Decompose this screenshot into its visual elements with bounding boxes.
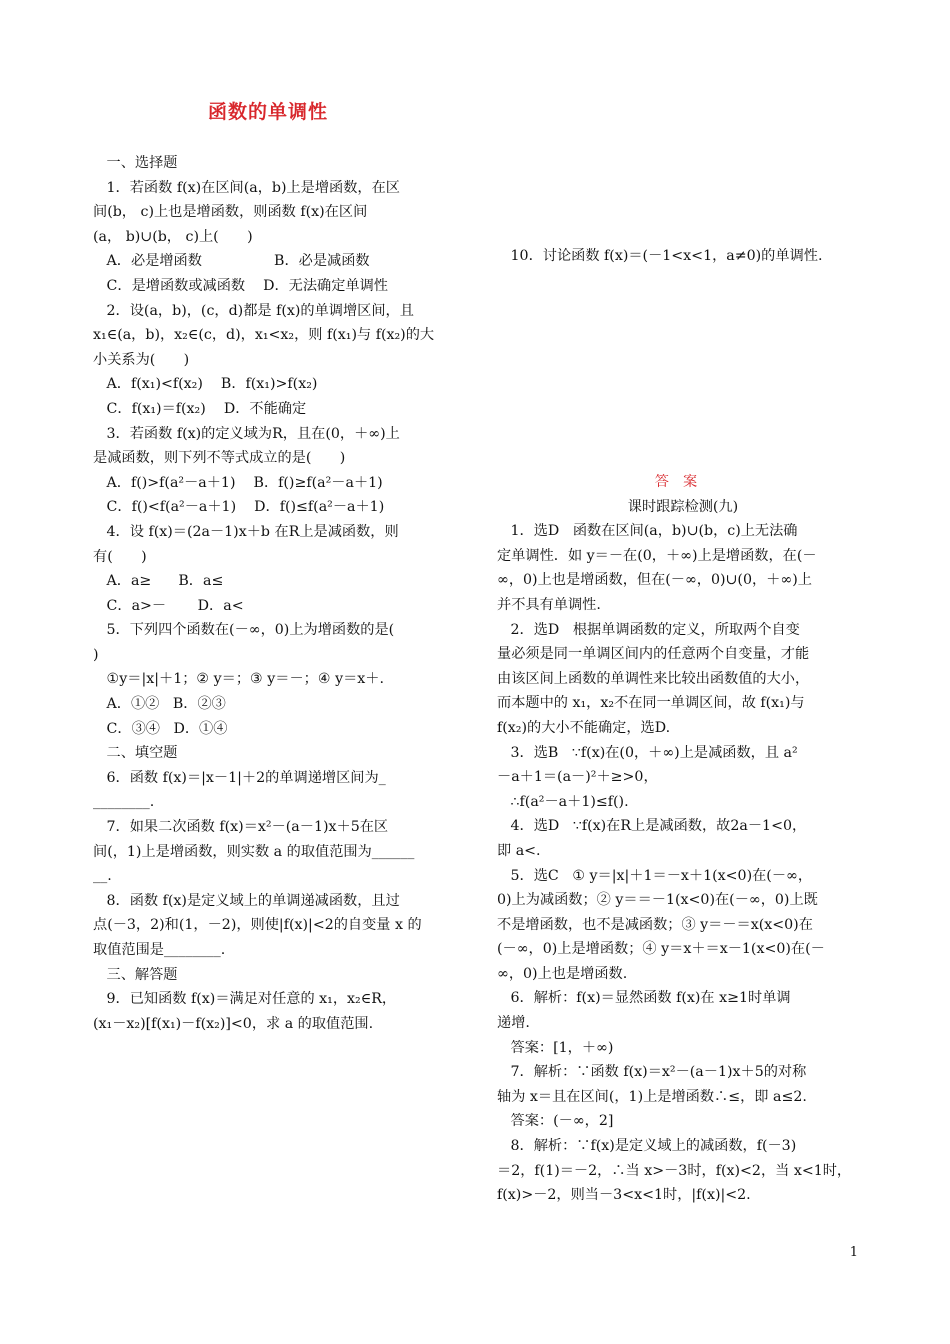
text-line: (a， b)∪(b， c)上( ) — [93, 228, 253, 245]
text-line: A．①② B．②③ — [93, 696, 226, 713]
answer-line: 0)上为减函数；② y＝＝－1(x<0)在(－∞，0)上既 — [497, 892, 818, 909]
question-10 — [497, 244, 869, 269]
text-line: 4．设 f(x)＝(2a－1)x＋b 在R上是减函数，则 — [93, 523, 399, 540]
answer-line: 并不具有单调性. — [497, 596, 601, 613]
text-line: ①y＝|x|＋1；② y＝；③ y＝－；④ y＝x＋. — [93, 671, 384, 688]
answer-line: ＝2，f(1)＝－2，∴当 x>－3时，f(x)<2，当 x<1时， — [497, 1162, 852, 1179]
text-line: 是减函数，则下列不等式成立的是( ) — [93, 450, 346, 467]
page-number: 1 — [849, 1245, 858, 1260]
answer-line: －a＋1＝(a－)²＋≥>0， — [497, 769, 658, 786]
text-line: 1．若函数 f(x)在区间(a，b)上是增函数，在区 — [93, 179, 400, 196]
answer-line: 5．选C ① y＝|x|＋1＝－x＋1(x<0)在(－∞， — [497, 867, 813, 884]
answer-line: ∞，0)上也是增函数，但在(－∞，0)∪(0，＋∞)上 — [497, 572, 812, 589]
text-line: 二、填空题 — [93, 745, 178, 762]
answer-line: 定单调性．如 y＝－在(0，＋∞)上是增函数，在(－ — [497, 547, 817, 564]
text-line: ________. — [93, 794, 155, 811]
text-line: 7．如果二次函数 f(x)＝x²－(a－1)x＋5在区 — [93, 819, 389, 836]
answer-line: (－∞，0)上是增函数；④ y＝x＋＝x－1(x<0)在(－ — [497, 941, 825, 958]
text-line: C．a>－ D．a< — [93, 597, 244, 614]
answer-line: f(x)>－2，则当－3<x<1时，|f(x)|<2. — [497, 1187, 751, 1204]
text-line: C．f(x₁)＝f(x₂) D．不能确定 — [93, 400, 307, 417]
answer-line: 2．选D 根据单调函数的定义，所取两个自变 — [497, 621, 800, 638]
answer-line: 答案：(－∞，2] — [497, 1113, 614, 1130]
text-line: __. — [93, 868, 112, 885]
text-line: 三、解答题 — [93, 966, 178, 983]
text-line: 点(－3，2)和(1，－2)，则使|f(x)|<2的自变量 x 的 — [93, 917, 422, 934]
answer-line: f(x₂)的大小不能确定，选D. — [497, 719, 671, 736]
page-title: 函数的单调性 — [208, 101, 329, 123]
text-line: ) — [93, 646, 99, 663]
answer-line: ∞，0)上也是增函数. — [497, 965, 628, 982]
answer-line: 8．解析：∵f(x)是定义域上的减函数，f(－3) — [497, 1138, 797, 1155]
text-line: C．是增函数或减函数 D．无法确定单调性 — [93, 277, 388, 294]
text-line: 5．下列四个函数在(－∞，0)上为增函数的是( — [93, 622, 395, 639]
answer-line: 答案：[1，＋∞) — [497, 1039, 614, 1056]
answers-section — [497, 470, 869, 1208]
text-line: 3．若函数 f(x)的定义域为R，且在(0，＋∞)上 — [93, 425, 400, 442]
answer-lines — [497, 519, 869, 1208]
text-line: A．f(x₁)<f(x₂) B．f(x₁)>f(x₂) — [93, 376, 318, 393]
text-line: C．f()<f(a²－a＋1) D．f()≤f(a²－a＋1) — [93, 499, 385, 516]
answer-line: 3．选B ∵f(x)在(0，＋∞)上是减函数，且 a² — [497, 744, 798, 761]
text-line: 有( ) — [93, 548, 147, 565]
text-line: C．③④ D．①④ — [93, 720, 228, 737]
text-line: A．必是增函数 B．必是减函数 — [93, 253, 370, 270]
text-line: 6．函数 f(x)＝|x－1|＋2的单调递增区间为_ — [93, 769, 386, 786]
answer-line: 1．选D 函数在区间(a，b)∪(b，c)上无法确 — [497, 523, 798, 540]
questions-column-left — [93, 151, 465, 1036]
text-line: 9．已知函数 f(x)＝满足对任意的 x₁，x₂∈R， — [93, 991, 397, 1008]
answer-line: 轴为 x＝且在区间(，1)上是增函数∴≤，即 a≤2. — [497, 1088, 807, 1105]
answer-line: 4．选D ∵f(x)在R上是减函数，故2a－1<0， — [497, 818, 807, 835]
text-line: x₁∈(a，b)，x₂∈(c，d)，x₁<x₂，则 f(x₁)与 f(x₂)的大 — [93, 327, 435, 344]
text-line: 间(，1)上是增函数，则实数 a 的取值范围为______ — [93, 843, 415, 860]
answer-line: 6．解析：f(x)＝显然函数 f(x)在 x≥1时单调 — [497, 990, 791, 1007]
text-line: 取值范围是________. — [93, 942, 226, 958]
text-line: 8．函数 f(x)是定义域上的单调递减函数，且过 — [93, 892, 400, 909]
text-line: 2．设(a，b)，(c，d)都是 f(x)的单调增区间，且 — [93, 302, 414, 319]
answer-line: 递增. — [497, 1015, 530, 1032]
answer-line: 即 a<. — [497, 842, 541, 859]
text-line: A．a≥ B．a≤ — [93, 573, 224, 590]
answer-line: ∴f(a²－a＋1)≤f(). — [497, 793, 629, 810]
question-10-text: 10．讨论函数 f(x)＝(－1<x<1，a≠0)的单调性. — [497, 248, 823, 264]
answer-subheading: 课时跟踪检测(九) — [627, 498, 739, 515]
answer-line: 由该区间上函数的单调性来比较出函数值的大小， — [497, 670, 810, 687]
text-line: 间(b， c)上也是增函数，则函数 f(x)在区间 — [93, 204, 368, 221]
answer-line: 7．解析：∵函数 f(x)＝x²－(a－1)x＋5的对称 — [497, 1064, 807, 1081]
answer-heading: 答案 — [654, 474, 712, 490]
text-line: 一、选择题 — [93, 155, 178, 171]
text-line: 小关系为( ) — [93, 351, 190, 368]
text-line: (x₁－x₂)[f(x₁)－f(x₂)]<0，求 a 的取值范围. — [93, 1015, 374, 1032]
text-line: A．f()>f(a²－a＋1) B．f()≥f(a²－a＋1) — [93, 474, 383, 491]
answer-line: 而本题中的 x₁，x₂不在同一单调区间，故 f(x₁)与 — [497, 695, 805, 712]
answer-line: 量必须是同一单调区间内的任意两个自变量，才能 — [497, 646, 810, 663]
answer-line: 不是增函数，也不是减函数；③ y＝－＝x(x<0)在 — [497, 916, 813, 933]
